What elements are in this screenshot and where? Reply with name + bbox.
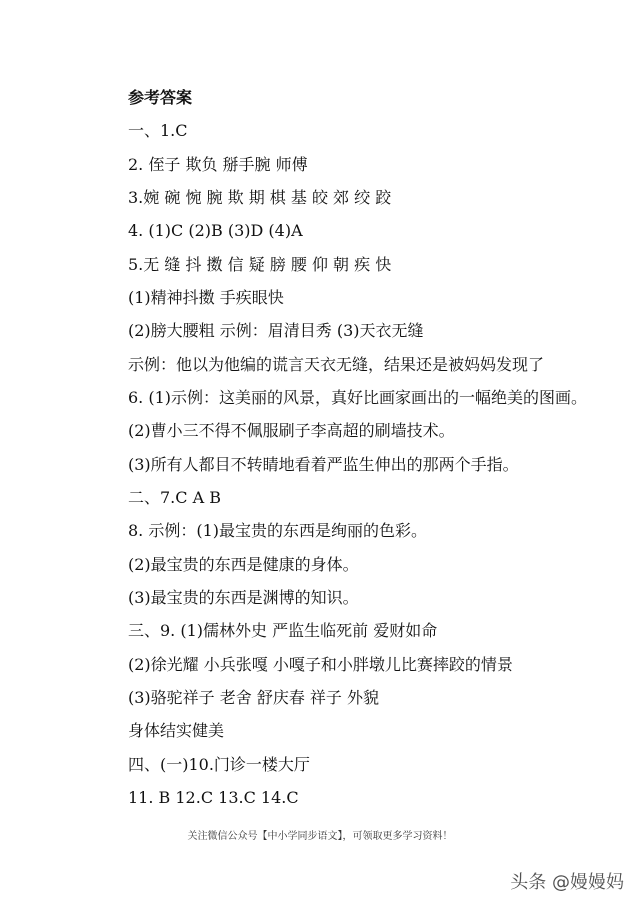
watermark: 头条 @嫚嫚妈: [510, 872, 624, 893]
answer-line-11-14: 11. B 12.C 13.C 14.C: [128, 788, 299, 807]
answer-line-4: 4. (1)C (2)B (3)D (4)A: [128, 221, 303, 240]
answer-line-9-1: 三、9. (1)儒林外史 严监生临死前 爱财如命: [128, 621, 438, 640]
answer-line-8-1: 8. 示例：(1)最宝贵的东西是绚丽的色彩。: [128, 521, 428, 540]
footer-note: 关注微信公众号【中小学同步语文】，可领取更多学习资料！: [187, 831, 453, 842]
page-title: 参考答案: [128, 88, 193, 107]
answer-line-5-1: (1)精神抖擞 手疾眼快: [128, 288, 284, 307]
answer-line-1: 一、1.C: [128, 121, 188, 140]
answer-line-5-2: (2)膀大腰粗 示例：眉清目秀 (3)天衣无缝: [128, 321, 424, 340]
answer-line-2: 2. 侄子 欺负 掰手腕 师傅: [128, 155, 308, 174]
answer-line-5-example: 示例：他以为他编的谎言天衣无缝，结果还是被妈妈发现了: [128, 355, 545, 374]
answer-line-6-1: 6. (1)示例：这美丽的风景，真好比画家画出的一幅绝美的图画。: [128, 388, 588, 407]
answer-line-9-2: (2)徐光耀 小兵张嘎 小嘎子和小胖墩儿比赛摔跤的情景: [128, 655, 513, 674]
answer-line-7: 二、7.C A B: [128, 488, 221, 507]
answer-line-6-3: (3)所有人都目不转睛地看着严监生伸出的那两个手指。: [128, 455, 519, 474]
answer-line-8-2: (2)最宝贵的东西是健康的身体。: [128, 555, 359, 574]
answer-line-9-3: (3)骆驼祥子 老舍 舒庆春 祥子 外貌: [128, 688, 380, 707]
answer-line-10: 四、(一)10.门诊一楼大厅: [128, 755, 310, 774]
answer-line-5: 5.无 缝 抖 擞 信 疑 膀 腰 仰 朝 疾 快: [128, 255, 392, 274]
answer-line-6-2: (2)曹小三不得不佩服刷子李高超的刷墙技术。: [128, 421, 455, 440]
answer-line-8-3: (3)最宝贵的东西是渊博的知识。: [128, 588, 359, 607]
answer-line-3: 3.婉 碗 惋 腕 欺 期 棋 基 皎 郊 绞 跤: [128, 188, 392, 207]
answer-line-9-extra: 身体结实健美: [128, 721, 225, 740]
